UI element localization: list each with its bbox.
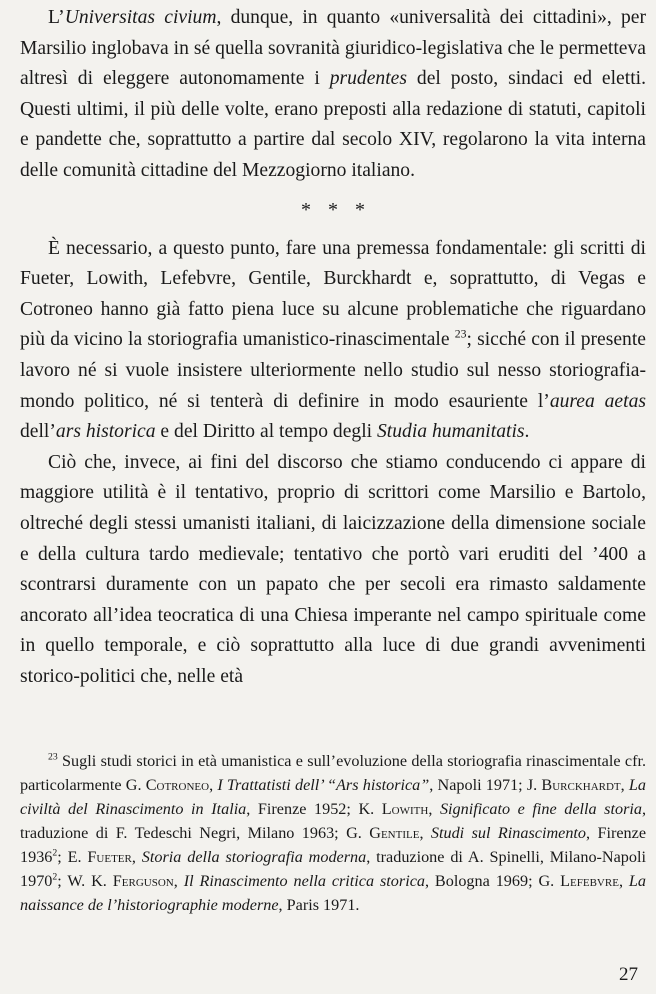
paragraph-2 (20, 234, 646, 448)
text-run: , Firenze 1936 (20, 824, 647, 866)
text-run: L’ (48, 7, 65, 28)
note-reference: 2 (52, 871, 58, 883)
text-run: È necessario, a questo punto, fare una premessa fondamentale: gli scritti di Fueter, Lowith, Lefebvre, Gentile, Burckhardt e, soprattutto, di Vegas e Cotroneo hanno già fatto piena luce su alcune problematiche che riguardano più da vicino la storiografia umanistico-rinascimentale (20, 237, 646, 351)
italic-text: prudentes (329, 68, 407, 90)
text-run: Sugli studi storici in età umanistica e sull’evoluzione della storiografia rinascimentale cfr. particolarmente G. (20, 752, 646, 794)
text-run: e del Diritto al tempo degli (155, 421, 377, 443)
text-run: , (428, 800, 440, 818)
main-text (20, 0, 646, 692)
author-name: Gentile (369, 824, 420, 842)
text-run: Ciò che, invece, ai fini del discorso che stiamo conducendo ci appare di maggiore utilità è il tentativo, proprio di scrittori come Marsilio e Bartolo, oltreché degli stessi umanisti italiani, di laicizzazione della dimensione sociale e della cultura tardo medievale; tentativo che portò vari eruditi del ’400 a scontrarsi duramente con un papato che per secoli era rimasto saldamente ancorato all’idea teocratica di una Chiesa imperante nel campo spirituale come in quello temporale, e ciò soprattutto alla luce di due grandi avvenimenti storico-politici che, nelle età (20, 451, 646, 687)
page-number: 27 (619, 964, 638, 985)
italic-text: La civiltà del Rinascimento in Italia (20, 776, 647, 818)
note-reference: 23 (48, 751, 58, 763)
text-run: , dunque, in quanto «universalità dei cittadini», per Marsilio inglobava in sé quella sovranità giuridico-legislativa che le permetteva altresì di eleggere autonomamente i (20, 7, 646, 90)
italic-text: Storia della storiografia moderna (141, 848, 367, 866)
text-run: ; W. K. (57, 872, 113, 890)
author-name: Lefebvre (560, 872, 619, 890)
italic-text: Studia humanitatis (377, 421, 525, 443)
footnote-text (20, 749, 646, 917)
italic-text: Significato e fine della storia (439, 800, 642, 818)
italic-text: Studi sul Rinascimento (430, 824, 587, 842)
author-name: Burckhardt (541, 776, 621, 794)
note-reference: 2 (52, 847, 58, 859)
text-run: , (209, 776, 218, 794)
text-run: , (173, 872, 184, 890)
italic-text: aurea aetas (549, 390, 646, 412)
paragraph-3 (20, 448, 646, 693)
text-run: dell’ (20, 421, 56, 443)
text-run: , (618, 872, 629, 890)
section-separator: * * * (301, 198, 371, 221)
author-name: Fueter (87, 848, 132, 866)
author-name: Lowith (381, 800, 429, 818)
text-run: , (419, 824, 431, 842)
italic-text: I Trattatisti dell’ “Ars historica” (217, 776, 430, 794)
note-reference: 23 (454, 327, 467, 341)
text-run: , Napoli 1971; J. (429, 776, 542, 794)
text-run: , (131, 848, 142, 866)
italic-text: ars historica (55, 421, 156, 443)
italic-text: Universitas civium (64, 7, 217, 28)
text-run: ; E. (57, 848, 88, 866)
text-run: , Firenze 1952; K. (246, 800, 382, 818)
author-name: Ferguson (112, 872, 174, 890)
text-run: , traduzione di A. Spinelli, Milano-Napoli 1970 (20, 848, 646, 890)
footnote-23 (20, 749, 646, 917)
text-run: . (524, 421, 530, 443)
italic-text: La naissance de l’historiographie moderne (20, 872, 647, 914)
text-run: del posto, sindaci ed eletti. Questi ultimi, il più delle volte, erano preposti alla redazione di statuti, capitoli e pandette che, soprattutto a partire dal secolo XIV, regolarono la vita interna delle comunità cittadine del Mezzogiorno italiano. (20, 68, 646, 181)
text-run: , (620, 776, 629, 794)
italic-text: Il Rinascimento nella critica storica (183, 872, 425, 890)
text-run: ; sicché con il presente lavoro né si vuole insistere ulteriormente nello studio sul nesso storiografia-mondo politico, né si tenterà di definire in modo esauriente l’ (20, 329, 646, 412)
author-name: Cotroneo (145, 776, 210, 794)
text-run: , Bologna 1969; G. (424, 872, 561, 890)
text-run: , traduzione di F. Tedeschi Negri, Milano 1963; G. (20, 800, 647, 842)
text-run: , Paris 1971. (278, 896, 360, 914)
paragraph-1 (20, 0, 646, 187)
